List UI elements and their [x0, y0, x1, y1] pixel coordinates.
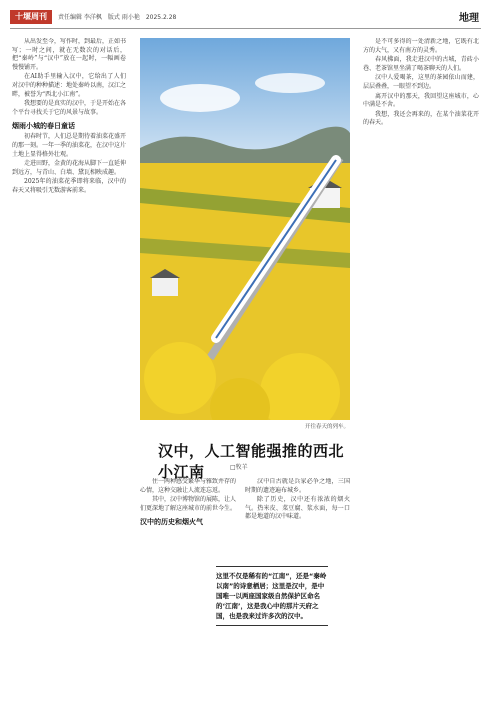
pull-quote: 这里不仅是稀有的“江南”，还是“秦岭以南”的诗意栖居；这里是汉中，是中国唯一以两座国家级自然保护区命名的‘江南’，这是我心中的那片天府之国，也是我来过许多次的汉中。 — [216, 566, 328, 626]
paragraph: 我想要的是真实的汉中，于是开始在各个平台寻找关于它的风景与故事。 — [12, 100, 126, 116]
paragraph: 从出发至今，写作时，到最后，正如书写；一时之间，就在无数次的对话后，把“秦岭”与“汉中”放在一起时，一幅画卷慢慢铺开。 — [12, 38, 126, 71]
publication-tag: 十堰周刊 — [10, 10, 52, 24]
paragraph: 是不可多得的一处清新之地，它既有北方的大气，又有南方的灵秀。 — [363, 38, 479, 54]
article-headline: 汉中，人工智能强推的西北小江南 — [158, 442, 345, 481]
paragraph: 汉中自古就是兵家必争之地，三国时期的遗迹遍布城乡。 — [245, 478, 350, 494]
paragraph: 春风拂面，我走进汉中的古城，青砖小巷、老茶馆里坐满了喝茶聊天的人们。 — [363, 56, 479, 72]
paragraph: 除了历史，汉中还有浓浓的烟火气。热米皮、菜豆腐、浆水面，每一口都是地道的汉中味道。 — [245, 496, 350, 521]
paragraph: 2025年的油菜花季即将来临，汉中的春天又将吸引无数游客前来。 — [12, 178, 126, 194]
subheading: 汉中的历史和烟火气 — [140, 518, 203, 527]
paragraph: 我想，我还会再来的，在某个油菜花开的春天。 — [363, 110, 479, 127]
paragraph: 走进田野，金黄的花海从脚下一直延伸到远方，与青山、白墙、黛瓦相映成趣。 — [12, 160, 126, 176]
subheading: 烟雨小城的春日童话 — [12, 122, 75, 131]
text-column-left — [12, 38, 126, 696]
editor-credits: 责任编辑 李洋枫 版式 雨小艳 2025.2.28 — [58, 14, 177, 21]
train-rapeseed-illustration — [140, 38, 350, 420]
feature-photo — [140, 38, 350, 420]
paragraph: 汉中人爱喝茶，这里的茶园依山而建，层层叠叠，一眼望不到边。 — [363, 74, 479, 90]
header-rule — [10, 28, 481, 29]
photo-caption: 开往春天的列车。 — [304, 424, 349, 430]
text-column-right — [363, 38, 479, 696]
paragraph: 住一两种感受繁华与雅致并存的心情，这种交融让人流连忘返。 — [140, 478, 236, 494]
paragraph: 其中，汉中博物馆的展陈，让人们更深地了解这座城市的前世今生。 — [140, 496, 236, 512]
article-byline: □牧羊 — [230, 464, 248, 471]
paragraph: 在AI助手里输入汉中，它给出了人们对汉中的种种描述：地处秦岭以南，汉江之畔，被誉为“西北小江南”。 — [12, 73, 126, 98]
section-title: 地理 — [459, 13, 479, 24]
page-header — [0, 0, 491, 32]
paragraph: 初春时节，人们总是期待着油菜花盛开的那一刻。一年一季的油菜花，在汉中这片土地上显得格外壮观。 — [12, 133, 126, 158]
paragraph: 离开汉中的那天，我回望这座城市，心中满是不舍。 — [363, 92, 479, 109]
